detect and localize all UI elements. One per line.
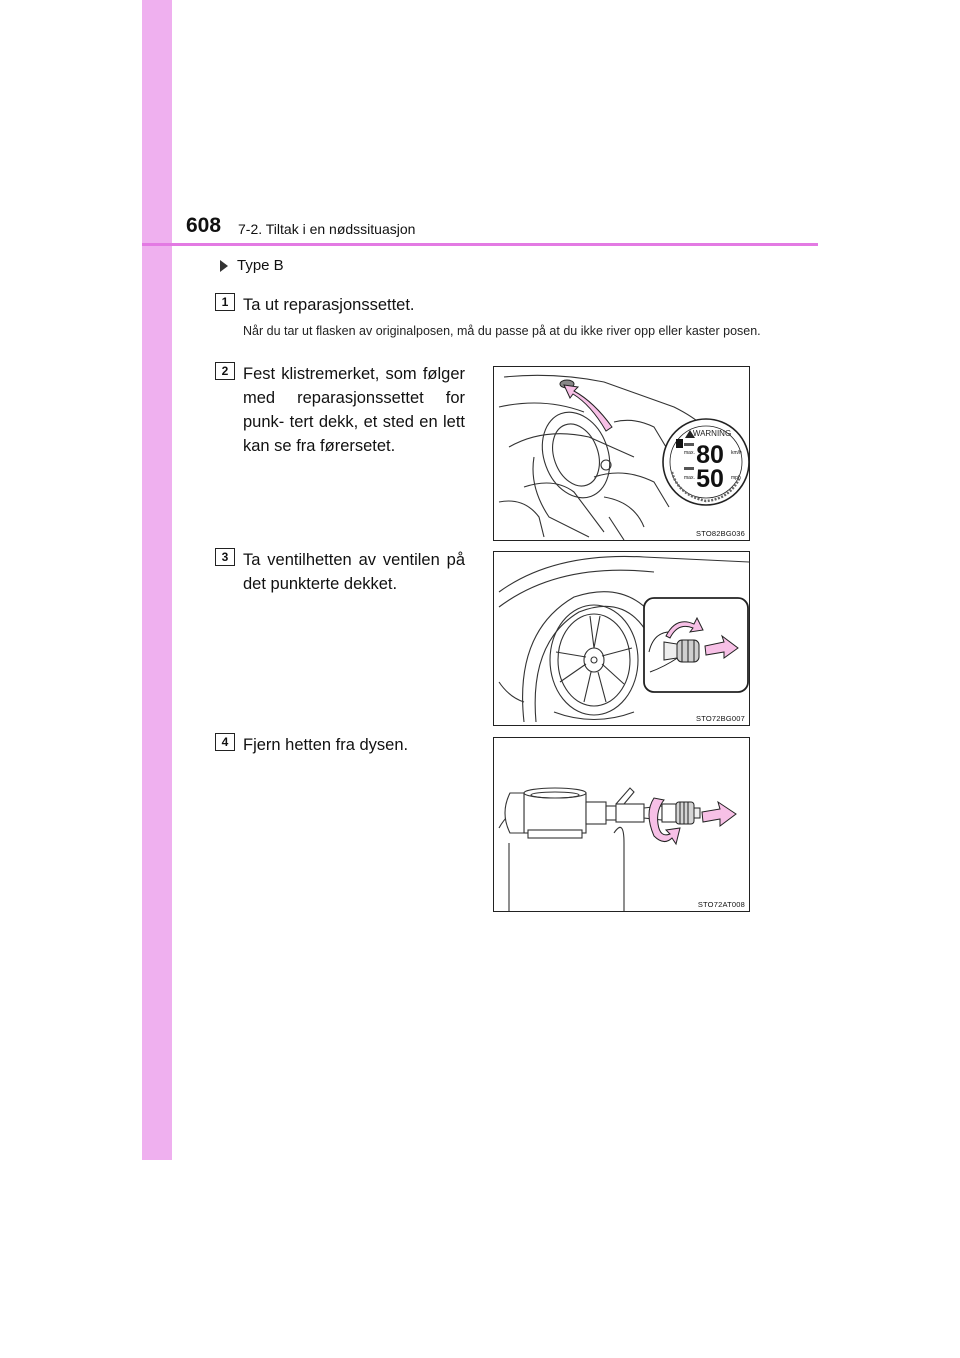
side-color-band: [142, 0, 172, 1160]
figure-code-3: STO72BG007: [696, 714, 745, 723]
interior-illustration: [494, 367, 749, 540]
triangle-bullet-icon: [220, 260, 228, 272]
step-3-text: Ta ventilhetten av ventilen på det punkterte dekket.: [243, 551, 465, 593]
bottle-illustration: [494, 738, 749, 911]
sticker-max-label-2: max.: [684, 475, 695, 481]
sticker-speed-kmh: 80: [696, 441, 724, 469]
type-label: Type B: [237, 257, 284, 274]
step-1-note: Når du tar ut flasken av originalposen, må du passe på at du ikke river opp eller kaster posen.: [243, 324, 761, 338]
pull-arrow-icon: [702, 802, 736, 826]
step-number-4: 4: [215, 733, 235, 751]
page-number: 608: [186, 214, 222, 237]
step-2-text: Fest klistremerket, som følger med reparasjonssettet for punk- tert dekk, et sted en lett kan se fra førersetet.: [243, 365, 465, 455]
figure-code-4: STO72AT008: [697, 900, 745, 909]
sticker-unit-kmh: km/h: [731, 450, 742, 456]
sticker-warning-text: WARNING: [692, 429, 732, 438]
figure-interior-sticker: [493, 366, 750, 541]
step-number-3: 3: [215, 548, 235, 566]
figure-nozzle-cap: [493, 737, 750, 912]
type-heading: [220, 257, 284, 274]
header-rule: [142, 243, 818, 246]
step-1-text: Ta ut reparasjonssettet.: [243, 296, 415, 314]
step-number-1: 1: [215, 293, 235, 311]
figure-code-2: STO82BG036: [696, 529, 745, 538]
step-4-text: Fjern hetten fra dysen.: [243, 736, 409, 754]
wheel-illustration: [494, 552, 749, 725]
figure-valve-cap: [493, 551, 750, 726]
sticker-speed-mph: 50: [696, 465, 724, 493]
sticker-max-label-1: max.: [684, 450, 695, 456]
sticker-unit-mph: mph: [731, 475, 741, 481]
section-title: 7-2. Tiltak i en nødssituasjon: [238, 221, 416, 237]
speed-warning-sticker: [663, 419, 749, 505]
step-number-2: 2: [215, 362, 235, 380]
